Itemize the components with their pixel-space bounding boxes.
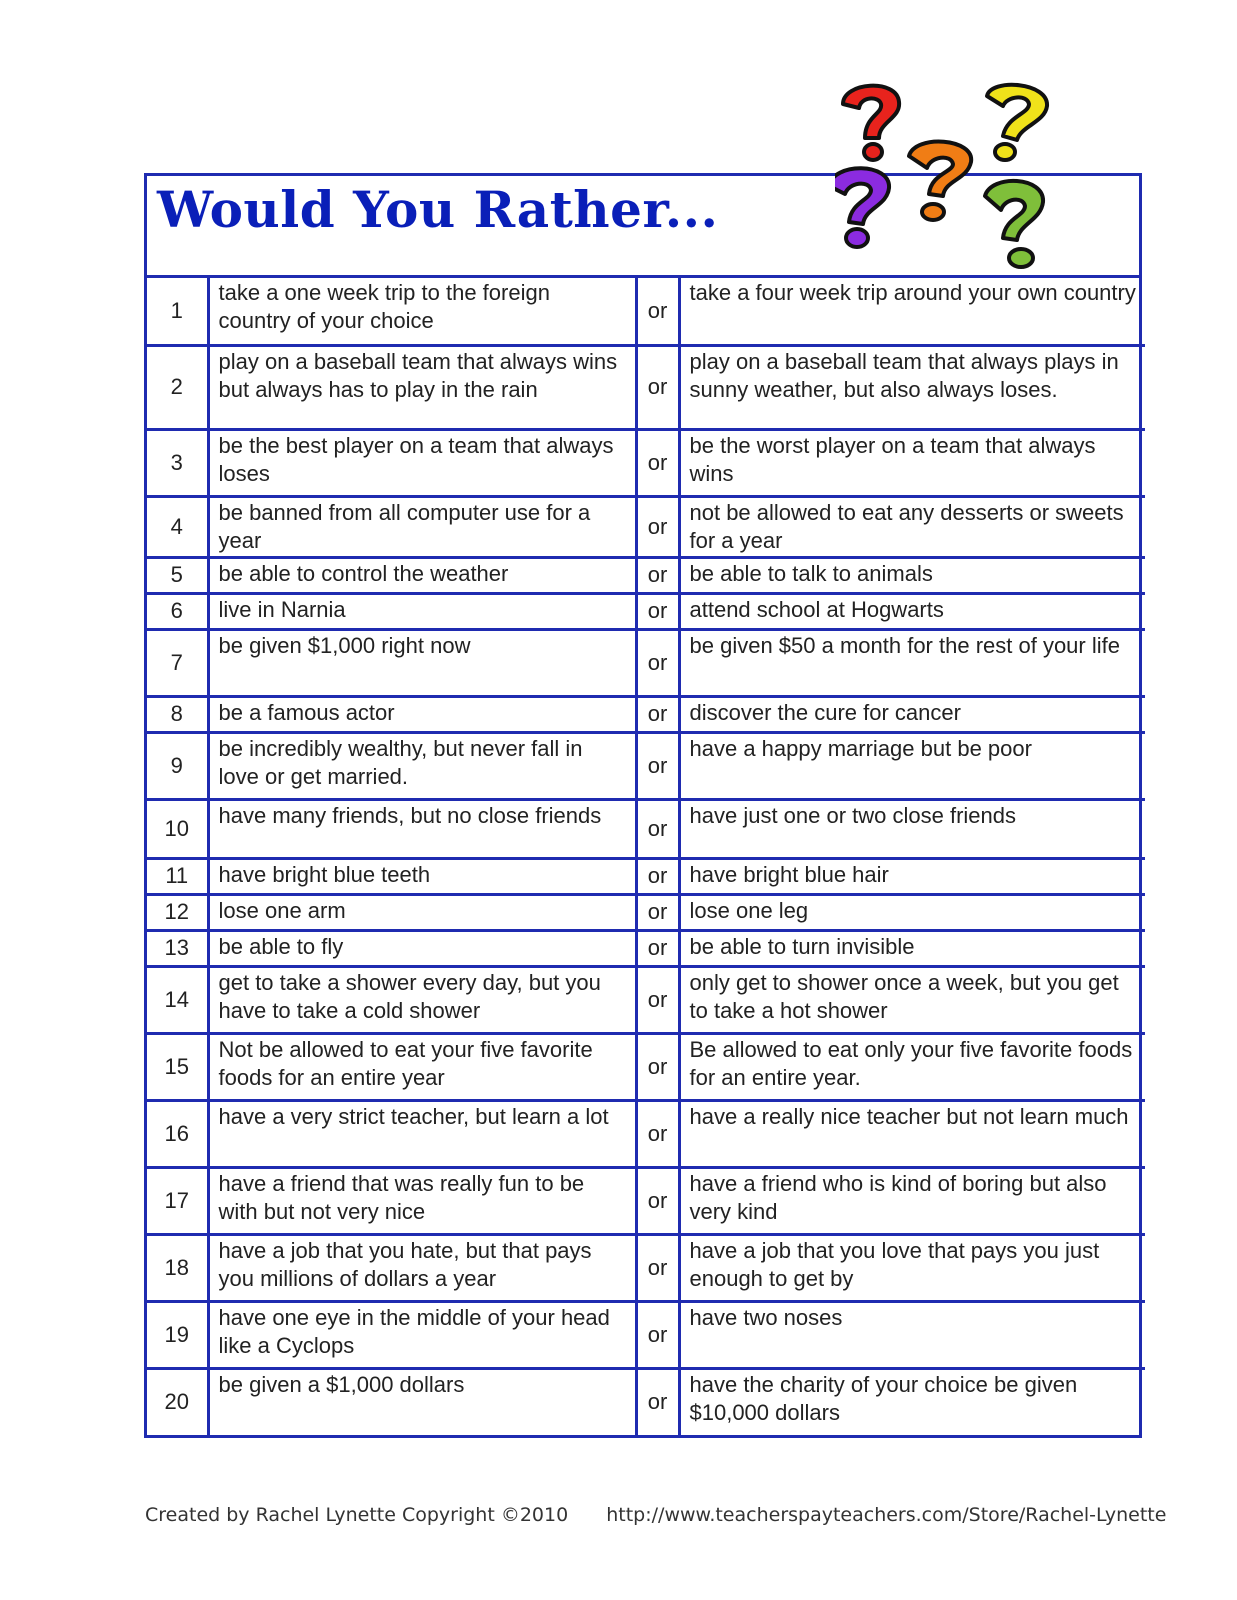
or-label: or <box>636 1301 679 1368</box>
question-row <box>147 1033 1145 1100</box>
question-number: 4 <box>147 496 208 557</box>
option-a: be banned from all computer use for a year <box>208 496 636 557</box>
option-b: have the charity of your choice be given $10,000 dollars <box>679 1368 1145 1435</box>
option-a: take a one week trip to the foreign country of your choice <box>208 278 636 345</box>
or-label: or <box>636 1033 679 1100</box>
or-label: or <box>636 496 679 557</box>
or-label: or <box>636 345 679 429</box>
option-b: discover the cure for cancer <box>679 696 1145 732</box>
question-row <box>147 799 1145 858</box>
or-label: or <box>636 799 679 858</box>
question-row <box>147 1301 1145 1368</box>
option-a: be a famous actor <box>208 696 636 732</box>
question-marks-clipart <box>835 76 1075 274</box>
question-number: 9 <box>147 732 208 799</box>
question-number: 1 <box>147 278 208 345</box>
question-row <box>147 894 1145 930</box>
option-b: have a job that you love that pays you just enough to get by <box>679 1234 1145 1301</box>
page-title: Would You Rather... <box>157 180 719 239</box>
question-row <box>147 496 1145 557</box>
option-b: be able to turn invisible <box>679 930 1145 966</box>
or-label: or <box>636 1167 679 1234</box>
or-label: or <box>636 278 679 345</box>
or-label: or <box>636 930 679 966</box>
question-mark-icon <box>843 86 899 160</box>
question-mark-icon <box>985 181 1043 267</box>
option-a: be able to fly <box>208 930 636 966</box>
would-you-rather-sheet <box>144 173 1142 1438</box>
question-row <box>147 557 1145 593</box>
option-b: have a happy marriage but be poor <box>679 732 1145 799</box>
option-a: live in Narnia <box>208 593 636 629</box>
footer-credit: Created by Rachel Lynette Copyright ©2010 <box>145 1504 569 1526</box>
option-b: not be allowed to eat any desserts or sweets for a year <box>679 496 1145 557</box>
question-row <box>147 1234 1145 1301</box>
question-number: 2 <box>147 345 208 429</box>
question-number: 12 <box>147 894 208 930</box>
or-label: or <box>636 894 679 930</box>
question-row <box>147 858 1145 894</box>
option-a: be incredibly wealthy, but never fall in love or get married. <box>208 732 636 799</box>
option-a: get to take a shower every day, but you have to take a cold shower <box>208 966 636 1033</box>
footer <box>145 1504 1166 1526</box>
question-mark-icon <box>987 85 1047 160</box>
option-a: be able to control the weather <box>208 557 636 593</box>
question-number: 11 <box>147 858 208 894</box>
option-b: only get to shower once a week, but you get to take a hot shower <box>679 966 1145 1033</box>
question-row <box>147 278 1145 345</box>
option-b: play on a baseball team that always plays in sunny weather, but also always loses. <box>679 345 1145 429</box>
or-label: or <box>636 858 679 894</box>
question-row <box>147 930 1145 966</box>
option-a: have one eye in the middle of your head like a Cyclops <box>208 1301 636 1368</box>
questions-table <box>147 278 1145 1435</box>
option-b: have two noses <box>679 1301 1145 1368</box>
or-label: or <box>636 593 679 629</box>
option-a: have bright blue teeth <box>208 858 636 894</box>
question-row <box>147 429 1145 496</box>
question-row <box>147 1167 1145 1234</box>
question-number: 10 <box>147 799 208 858</box>
or-label: or <box>636 557 679 593</box>
or-label: or <box>636 429 679 496</box>
option-b: have just one or two close friends <box>679 799 1145 858</box>
question-number: 16 <box>147 1100 208 1167</box>
question-number: 13 <box>147 930 208 966</box>
question-row <box>147 593 1145 629</box>
question-number: 6 <box>147 593 208 629</box>
question-mark-icon <box>835 168 889 247</box>
option-a: play on a baseball team that always wins but always has to play in the rain <box>208 345 636 429</box>
option-a: have a friend that was really fun to be with but not very nice <box>208 1167 636 1234</box>
question-number: 19 <box>147 1301 208 1368</box>
option-b: have a really nice teacher but not learn much <box>679 1100 1145 1167</box>
option-b: lose one leg <box>679 894 1145 930</box>
question-number: 3 <box>147 429 208 496</box>
option-a: be given $1,000 right now <box>208 629 636 696</box>
option-b: be given $50 a month for the rest of your life <box>679 629 1145 696</box>
option-a: have many friends, but no close friends <box>208 799 636 858</box>
option-b: Be allowed to eat only your five favorite foods for an entire year. <box>679 1033 1145 1100</box>
question-row <box>147 345 1145 429</box>
question-row <box>147 629 1145 696</box>
or-label: or <box>636 629 679 696</box>
option-a: lose one arm <box>208 894 636 930</box>
question-mark-icon <box>909 142 971 220</box>
questions-table-body <box>147 278 1145 1435</box>
option-b: be able to talk to animals <box>679 557 1145 593</box>
option-b: have bright blue hair <box>679 858 1145 894</box>
question-row <box>147 732 1145 799</box>
question-number: 14 <box>147 966 208 1033</box>
option-b: have a friend who is kind of boring but also very kind <box>679 1167 1145 1234</box>
option-b: attend school at Hogwarts <box>679 593 1145 629</box>
option-a: have a job that you hate, but that pays you millions of dollars a year <box>208 1234 636 1301</box>
question-number: 8 <box>147 696 208 732</box>
or-label: or <box>636 1368 679 1435</box>
or-label: or <box>636 966 679 1033</box>
option-a: Not be allowed to eat your five favorite foods for an entire year <box>208 1033 636 1100</box>
question-row <box>147 1368 1145 1435</box>
question-row <box>147 966 1145 1033</box>
question-number: 5 <box>147 557 208 593</box>
option-b: take a four week trip around your own country <box>679 278 1145 345</box>
question-number: 18 <box>147 1234 208 1301</box>
question-number: 20 <box>147 1368 208 1435</box>
footer-url[interactable]: http://www.teacherspayteachers.com/Store/Rachel-Lynette <box>606 1504 1167 1526</box>
question-row <box>147 1100 1145 1167</box>
option-a: be given a $1,000 dollars <box>208 1368 636 1435</box>
or-label: or <box>636 1100 679 1167</box>
question-number: 15 <box>147 1033 208 1100</box>
or-label: or <box>636 732 679 799</box>
question-number: 17 <box>147 1167 208 1234</box>
option-a: have a very strict teacher, but learn a lot <box>208 1100 636 1167</box>
or-label: or <box>636 1234 679 1301</box>
option-a: be the best player on a team that always loses <box>208 429 636 496</box>
question-number: 7 <box>147 629 208 696</box>
question-row <box>147 696 1145 732</box>
or-label: or <box>636 696 679 732</box>
option-b: be the worst player on a team that always wins <box>679 429 1145 496</box>
